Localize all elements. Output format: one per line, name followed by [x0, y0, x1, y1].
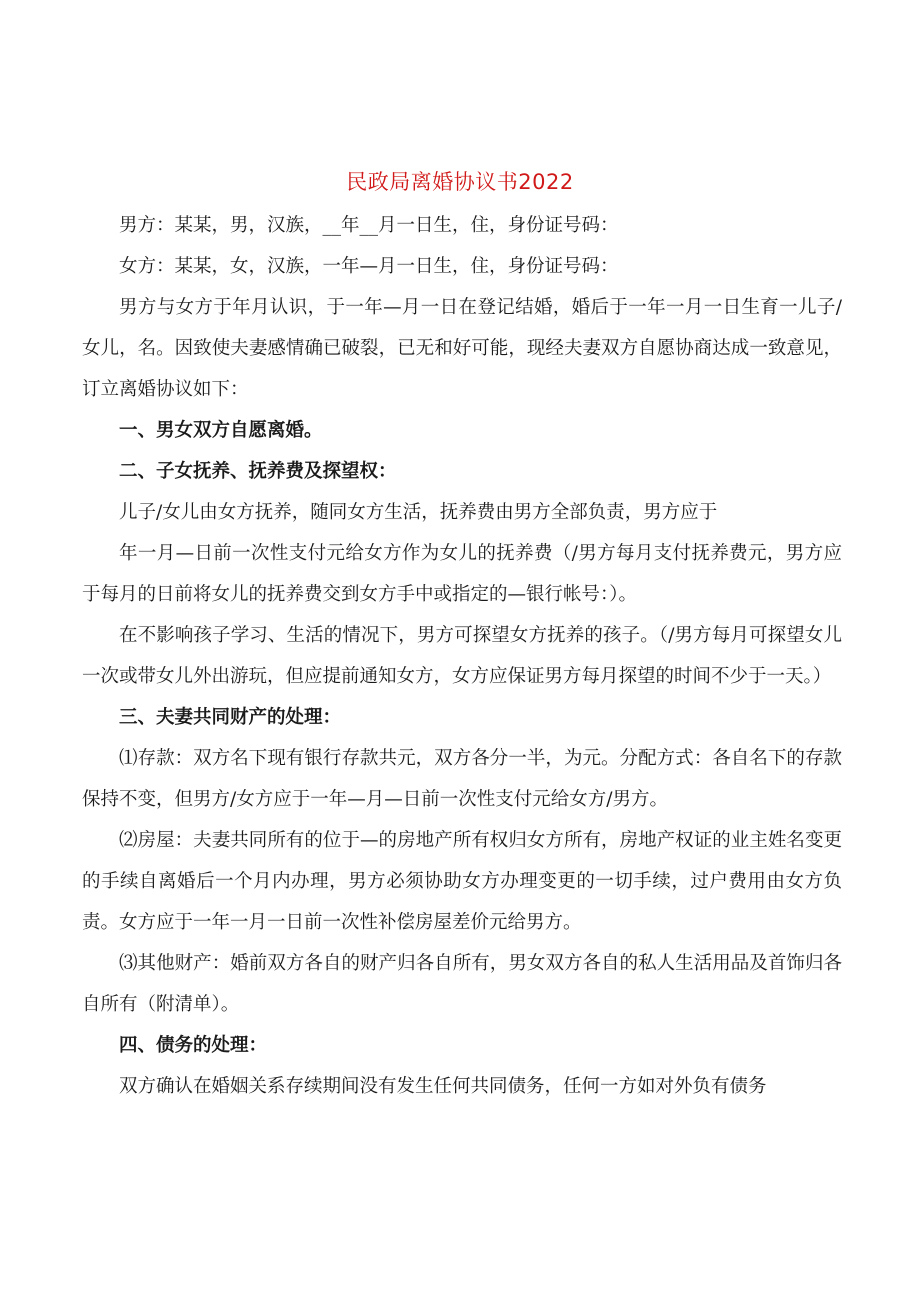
- paragraph-house: ⑵房屋：夫妻共同所有的位于—的房地产所有权归女方所有，房地产权证的业主姓名变更的手续自离婚后一个月内办理，男方必须协助女方办理变更的一切手续，过户费用由女方负责。女方应于一年一月一日前一次性补偿房屋差价元给男方。: [82, 830, 842, 933]
- section-heading-3: 三、夫妻共同财产的处理：: [119, 707, 342, 728]
- paragraph-background: 男方与女方于年月认识，于一年—月一日在登记结婚，婚后于一年一月一日生育一儿子/女儿，名。因致使夫妻感情确已破裂，已无和好可能，现经夫妻双方自愿协商达成一致意见，订立离婚协议如下：: [82, 297, 842, 400]
- section-heading-4: 四、债务的处理：: [119, 1035, 268, 1056]
- document-title: 民政局离婚协议书2022: [346, 170, 574, 194]
- paragraph-custody: 儿子/女儿由女方抚养，随同女方生活，抚养费由男方全部负责，男方应于: [119, 502, 718, 523]
- paragraph-other-property: ⑶其他财产：婚前双方各自的财产归各自所有，男女双方各自的私人生活用品及首饰归各自所有（附清单）。: [82, 953, 842, 1015]
- paragraph-child-support: 年一月—日前一次性支付元给女方作为女儿的抚养费（/男方每月支付抚养费元，男方应于每月的日前将女儿的抚养费交到女方手中或指定的—银行帐号：）。: [82, 543, 842, 605]
- paragraph-visitation: 在不影响孩子学习、生活的情况下，男方可探望女方抚养的孩子。（/男方每月可探望女儿一次或带女儿外出游玩，但应提前通知女方，女方应保证男方每月探望的时间不少于一天。）: [82, 625, 842, 687]
- paragraph-female-party: 女方：某某，女，汉族，一年—月一日生，住，身份证号码：: [119, 256, 619, 277]
- section-heading-2: 二、子女抚养、抚养费及探望权：: [119, 461, 397, 482]
- section-heading-1: 一、男女双方自愿离婚。: [119, 420, 323, 441]
- document-body: [82, 205, 842, 1107]
- paragraph-savings: ⑴存款：双方名下现有银行存款共元，双方各分一半，为元。分配方式：各自名下的存款保持不变，但男方/女方应于一年—月—日前一次性支付元给女方/男方。: [82, 748, 842, 810]
- paragraph-male-party: 男方：某某，男，汉族，__年__月一日生，住，身份证号码：: [119, 215, 619, 236]
- paragraph-debts: 双方确认在婚姻关系存续期间没有发生任何共同债务，任何一方如对外负有债务: [119, 1076, 767, 1097]
